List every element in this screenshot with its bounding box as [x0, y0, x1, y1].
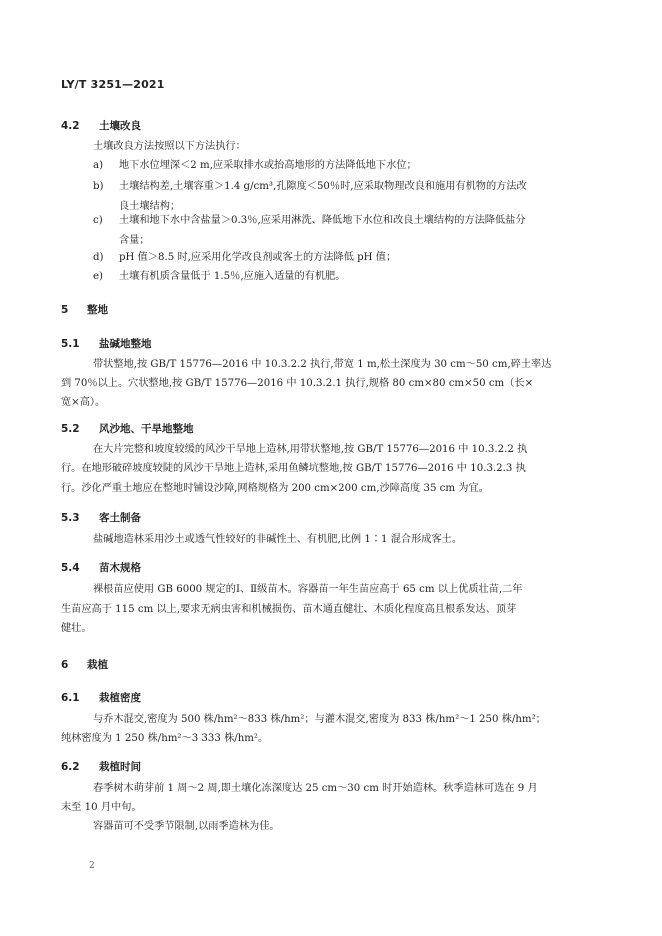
heading-number: 4.2	[61, 120, 80, 132]
heading-title: 整地	[87, 304, 108, 316]
list-text: 土壤有机质含量低于 1.5％,应施入适量的有机肥。	[119, 271, 346, 282]
standard-code-header: LY/T 3251—2021	[61, 78, 165, 91]
heading-4-2	[61, 118, 141, 133]
heading-number: 6.1	[61, 692, 80, 704]
list-text: 良土壤结构；	[119, 201, 181, 212]
page-number: 2	[89, 861, 95, 871]
list-text: 地下水位埋深＜2 m,应采取排水或抬高地形的方法降低地下水位；	[119, 160, 417, 171]
heading-6	[61, 657, 108, 672]
heading-title: 栽植密度	[99, 692, 141, 704]
heading-title: 盐碱地整地	[99, 338, 152, 350]
list-item-c	[61, 211, 621, 251]
paragraph-line: 在大片完整和坡度较缓的风沙干旱地上造林,用带状整地,按 GB/T 15776—2016 中 10.3.2.2 执	[93, 444, 528, 455]
heading-5	[61, 302, 108, 317]
list-text: pH 值＞8.5 时,应采用化学改良剂或客土的方法降低 pH 值；	[119, 252, 397, 263]
heading-number: 5.1	[61, 338, 80, 350]
heading-title: 栽植	[87, 659, 108, 671]
heading-6-2	[61, 759, 141, 774]
list-marker: b)	[93, 181, 104, 192]
paragraph-line: 到 70％以上。穴状整地,按 GB/T 15776—2016 中 10.3.2.1 执行,规格 80 cm×80 cm×50 cm（长×	[61, 378, 534, 389]
list-item-e	[61, 267, 621, 286]
heading-title: 风沙地、干旱地整地	[99, 423, 194, 435]
paragraph-line: 春季树木萌芽前 1 周～2 周,即土壤化冻深度达 25 cm～30 cm 时开始造林。秋季造林可选在 9 月	[93, 783, 538, 794]
heading-number: 6.2	[61, 761, 80, 773]
paragraph-line: 行。在地形破碎坡度较陡的风沙干旱地上造林,采用鱼鳞坑整地,按 GB/T 15776—2016 中 10.3.2.3 执	[61, 463, 526, 474]
paragraph-line: 容器苗可不受季节限制,以雨季造林为佳。	[93, 821, 280, 832]
heading-number: 5.2	[61, 423, 80, 435]
paragraph-line: 行。沙化严重土地应在整地时铺设沙障,网格规格为 200 cm×200 cm,沙障高度 35 cm 为宜。	[61, 483, 489, 494]
heading-5-2	[61, 421, 194, 436]
heading-title: 客土制备	[99, 512, 141, 524]
paragraph-line: 与乔木混交,密度为 500 株/hm²～833 株/hm²；与灌木混交,密度为 833 株/hm²～1 250 株/hm²；	[93, 714, 546, 725]
paragraph-line: 末至 10 月中旬。	[61, 802, 142, 813]
heading-number: 5.3	[61, 512, 80, 524]
list-marker: d)	[93, 252, 104, 263]
list-text: 土壤和地下水中含盐量＞0.3％,应采用淋洗、降低地下水位和改良土壤结构的方法降低盐分	[119, 215, 526, 226]
heading-number: 6	[61, 659, 69, 671]
heading-5-3	[61, 510, 141, 525]
list-marker: c)	[93, 215, 103, 226]
paragraph-line: 盐碱地造林采用沙土或透气性较好的非碱性土、有机肥,比例 1∶1 混合形成客土。	[93, 534, 463, 545]
paragraph-line: 纯林密度为 1 250 株/hm²～3 333 株/hm²。	[61, 733, 269, 744]
heading-title: 苗木规格	[99, 562, 141, 574]
paragraph-line: 带状整地,按 GB/T 15776—2016 中 10.3.2.2 执行,带宽 1 m,松土深度为 30 cm～50 cm,碎土率达	[93, 359, 552, 370]
heading-title: 土壤改良	[99, 120, 141, 132]
list-marker: e)	[93, 271, 104, 282]
heading-title: 栽植时间	[99, 761, 141, 773]
paragraph-line: 宽×高）。	[61, 397, 106, 408]
list-text: 含量；	[119, 235, 150, 246]
heading-5-1	[61, 336, 152, 351]
paragraph-intro: 土壤改良方法按照以下方法执行：	[93, 141, 246, 152]
list-marker: a)	[93, 160, 104, 171]
paragraph-line: 裸根苗应使用 GB 6000 规定的Ⅰ、Ⅱ级苗木。容器苗一年生苗应高于 65 cm 以上优质壮苗,二年	[93, 584, 523, 595]
list-text: 土壤结构差,土壤容重＞1.4 g/cm³,孔隙度＜50％时,应采取物理改良和施用有机物的方法改	[119, 181, 527, 192]
heading-number: 5	[61, 304, 69, 316]
list-item-a	[61, 156, 621, 175]
paragraph-line: 生苗应高于 115 cm 以上,要求无病虫害和机械损伤、苗木通直健壮、木质化程度高且根系发达、顶芽	[61, 604, 517, 615]
list-item-d	[61, 248, 621, 267]
heading-5-4	[61, 560, 141, 575]
heading-6-1	[61, 690, 141, 705]
paragraph-line: 健壮。	[61, 623, 92, 634]
heading-number: 5.4	[61, 562, 80, 574]
